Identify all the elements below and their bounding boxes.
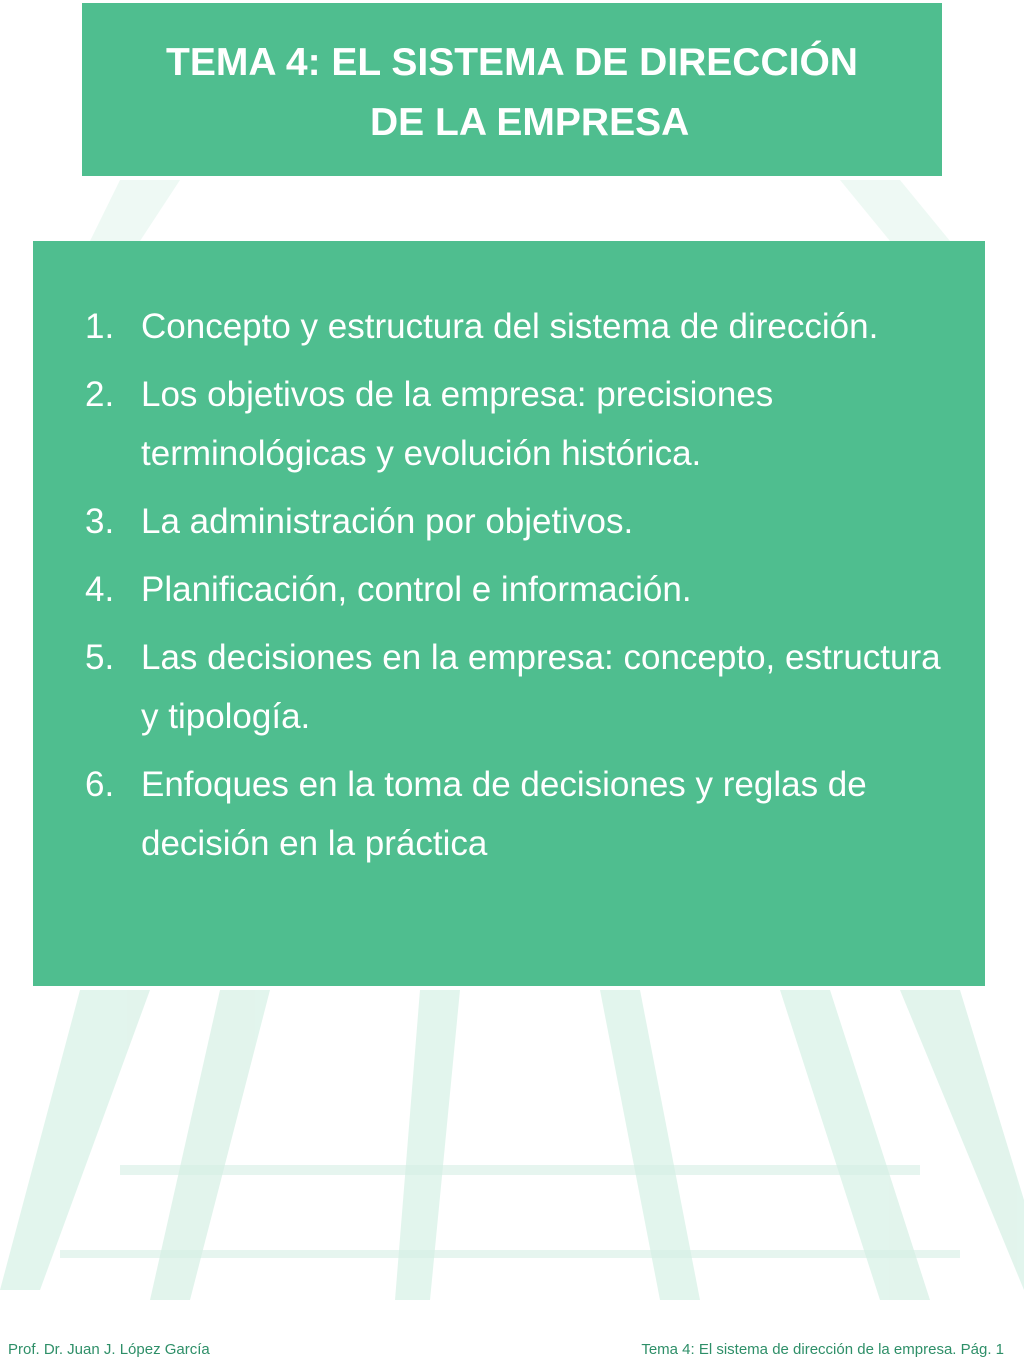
topic-text: Los objetivos de la empresa: precisiones terminológicas y evolución histórica. xyxy=(141,375,774,473)
footer-page-info: Tema 4: El sistema de dirección de la empresa. Pág. 1 xyxy=(641,1341,1004,1358)
topic-text: Las decisiones en la empresa: concepto, estructura y tipología. xyxy=(141,638,941,736)
topic-number: 6. xyxy=(85,765,115,804)
title-banner xyxy=(82,3,942,176)
list-item xyxy=(85,365,965,483)
topic-text: Concepto y estructura del sistema de dirección. xyxy=(141,307,879,346)
topic-number: 2. xyxy=(85,375,115,414)
list-item xyxy=(85,628,965,746)
topic-text: Enfoques en la toma de decisiones y reglas de decisión en la práctica xyxy=(141,765,867,863)
topic-text: La administración por objetivos. xyxy=(141,502,634,541)
topic-number: 3. xyxy=(85,502,115,541)
list-item xyxy=(85,755,965,873)
topic-list xyxy=(85,297,965,882)
topics-panel xyxy=(33,241,985,986)
list-item xyxy=(85,560,965,619)
page-title-line-2: DE LA EMPRESA xyxy=(370,101,690,144)
topic-number: 1. xyxy=(85,307,115,346)
footer-author: Prof. Dr. Juan J. López García xyxy=(8,1341,210,1358)
list-item xyxy=(85,297,965,356)
list-item xyxy=(85,492,965,551)
page-title-line-1: TEMA 4: EL SISTEMA DE DIRECCIÓN xyxy=(166,41,858,84)
topic-number: 5. xyxy=(85,638,115,677)
topic-number: 4. xyxy=(85,570,115,609)
topic-text: Planificación, control e información. xyxy=(141,570,692,609)
